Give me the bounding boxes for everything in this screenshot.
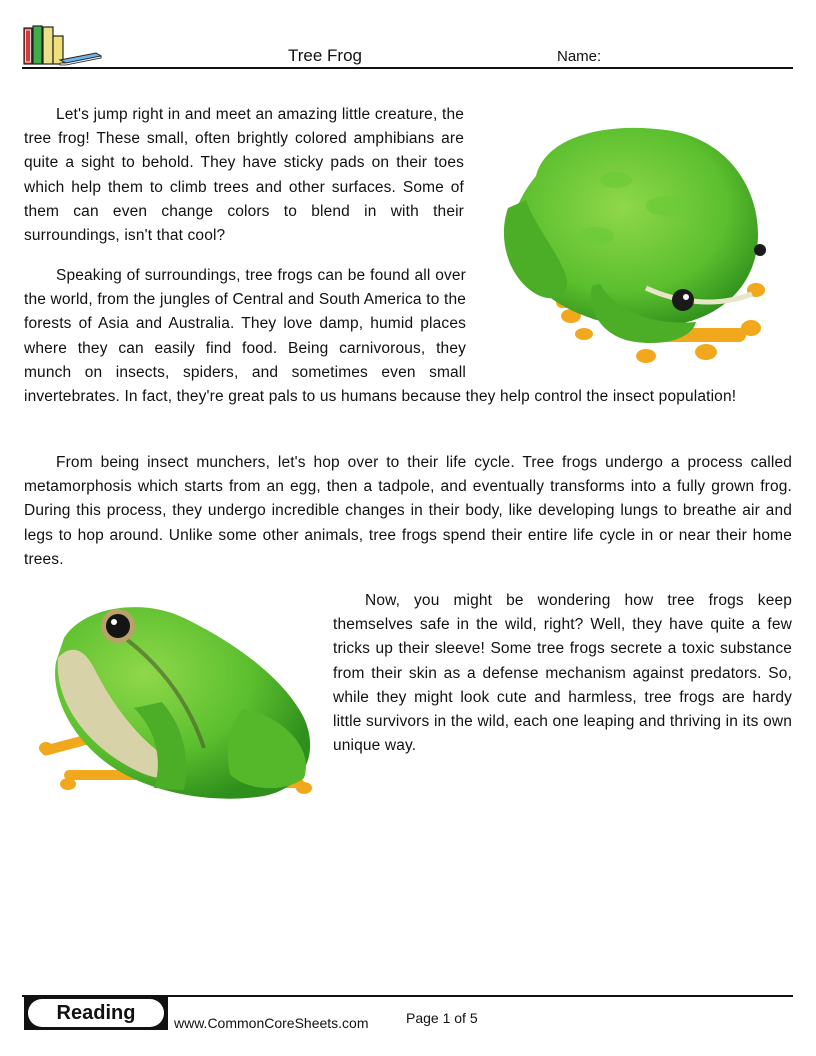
tree-frog-photo-top bbox=[496, 116, 780, 366]
name-label: Name: bbox=[557, 48, 602, 65]
footer-website: www.CommonCoreSheets.com bbox=[174, 1015, 369, 1031]
books-logo-icon bbox=[22, 24, 102, 66]
paragraph-2-text: Speaking of surroundings, tree frogs can be found all over the world, from the jungles of Central and South America to the forests of Asia and Australia. They love damp, humid places where they can easily find food. Being carnivorous, they munch on insects, spiders, and sometimes even small invertebrates. In fact, they're great pals to us humans because they help control the insect population! bbox=[24, 267, 737, 406]
paragraph-4: Now, you might be wondering how tree frogs keep themselves safe in the wild, right? Well, they have quite a few tricks up their sleeve! Some tree frogs secrete a toxic substance from their skin as a defense mechanism against predators. So, while they might look cute and harmless, tree frogs are hardy little survivors in the wild, each one leaping and thriving in its own unique way. bbox=[333, 592, 792, 755]
page-title: Tree Frog bbox=[288, 46, 363, 65]
header-divider bbox=[22, 67, 793, 69]
tree-frog-photo-bottom bbox=[34, 598, 326, 810]
page-number: Page 1 of 5 bbox=[406, 1010, 478, 1026]
paragraph-3: From being insect munchers, let's hop over to their life cycle. Tree frogs undergo a process called metamorphosis which starts from an egg, then a tadpole, and eventually transforms into a fully grown frog. During this process, they undergo incredible changes in their body, like developing lungs to breathe air and legs to hop around. Unlike some other animals, tree frogs spend their entire life cycle in or near their home trees. bbox=[24, 454, 792, 568]
paragraph-1: Let's jump right in and meet an amazing little creature, the tree frog! These small, often brightly colored amphibians are quite a sight to behold. They have sticky pads on their toes which help them to climb trees and other surfaces. Some of them can even change colors to blend in with their surroundings, isn't that cool? bbox=[24, 106, 464, 245]
reading-badge-label: Reading bbox=[28, 999, 164, 1027]
reading-badge bbox=[24, 996, 168, 1030]
